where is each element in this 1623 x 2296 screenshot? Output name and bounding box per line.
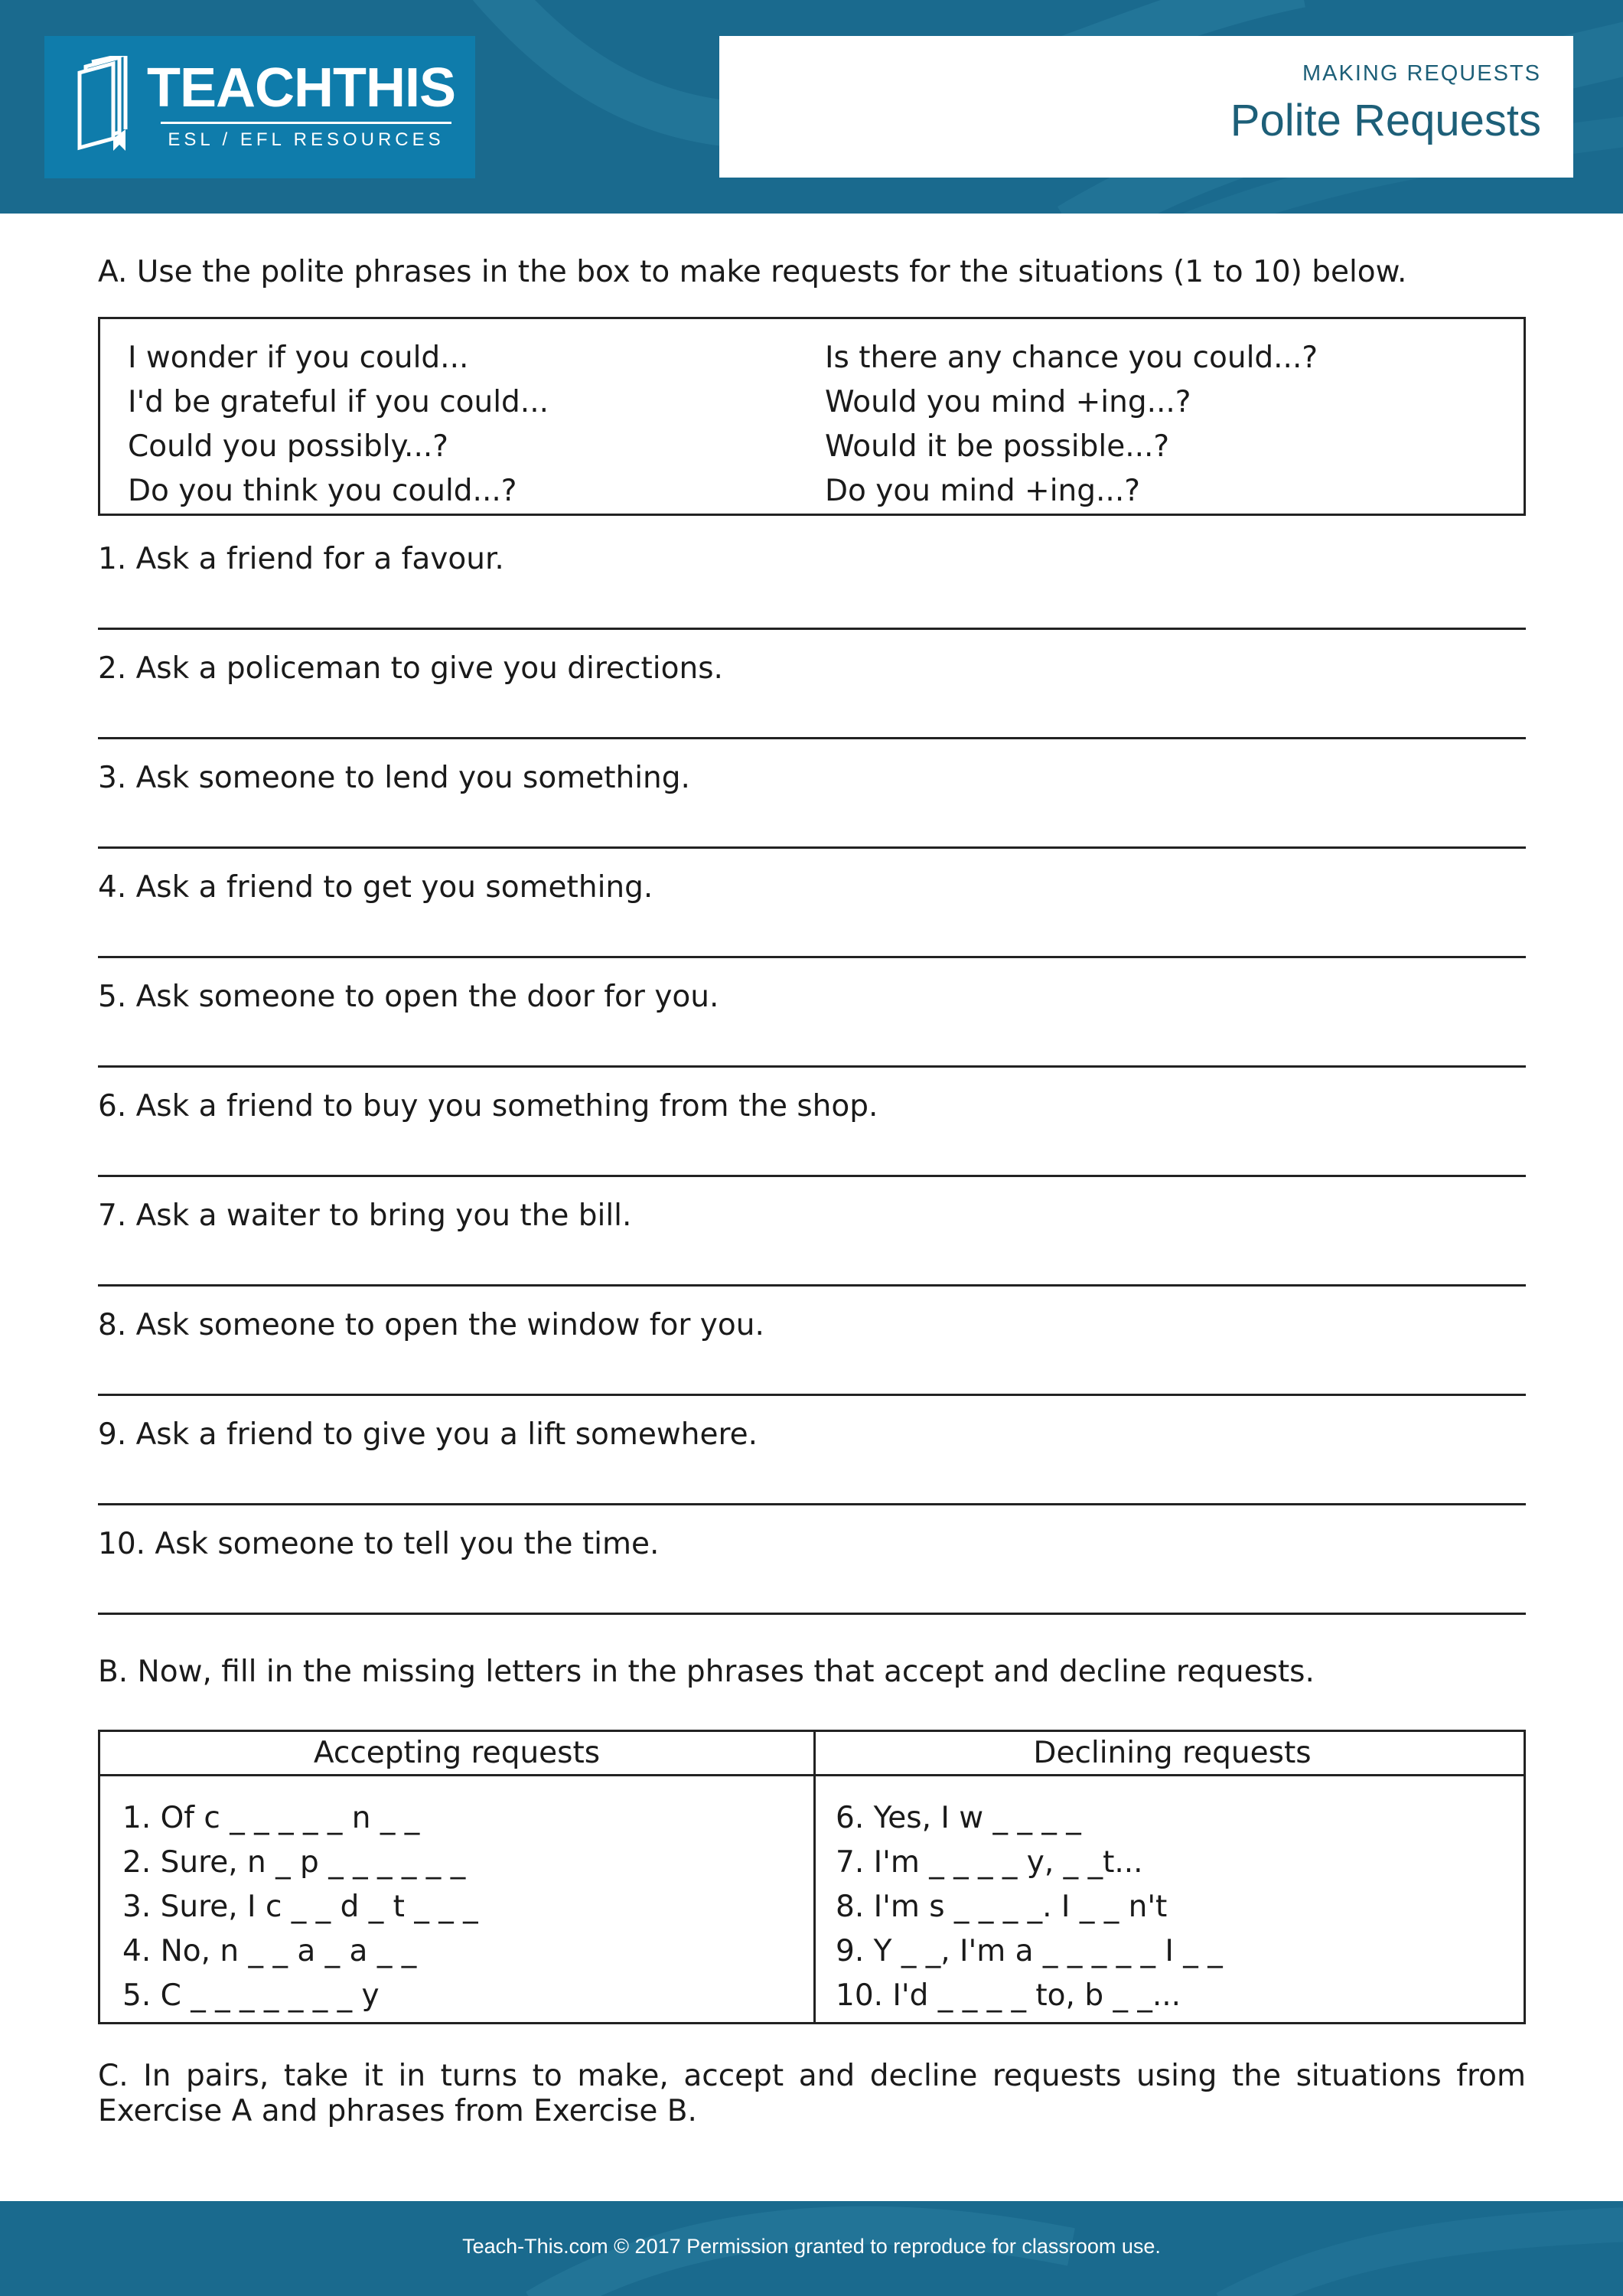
answer-line-1[interactable] [98, 628, 1526, 630]
answer-line-5[interactable] [98, 1065, 1526, 1068]
phrase-item: Could you possibly...? [128, 429, 448, 464]
situation-10: 10. Ask someone to tell you the time. [98, 1527, 660, 1561]
situation-7: 7. Ask a waiter to bring you the bill. [98, 1199, 632, 1233]
situation-1: 1. Ask a friend for a favour. [98, 542, 504, 576]
accept-phrase[interactable]: 4. No, n _ _ a _ a _ _ [122, 1934, 417, 1968]
accepting-list [122, 1796, 478, 2018]
situation-6: 6. Ask a friend to buy you something from the shop. [98, 1089, 878, 1124]
phrase-item: Would it be possible...? [825, 429, 1170, 464]
answer-line-7[interactable] [98, 1284, 1526, 1287]
declining-header: Declining requests [1033, 1736, 1312, 1770]
decline-phrase[interactable]: 10. I'd _ _ _ _ to, b _ _... [836, 1978, 1181, 2013]
footer-banner [0, 2201, 1623, 2296]
decline-phrase[interactable]: 7. I'm _ _ _ _ y, _ _t... [836, 1845, 1143, 1880]
accepting-header: Accepting requests [313, 1736, 601, 1770]
decline-phrase[interactable]: 6. Yes, I w _ _ _ _ [836, 1801, 1081, 1835]
logo-wordmark: TEACHTHIS [147, 57, 455, 119]
answer-line-10[interactable] [98, 1613, 1526, 1615]
phrase-item: Do you mind +ing...? [825, 474, 1140, 508]
logo[interactable] [44, 36, 475, 178]
answer-line-2[interactable] [98, 737, 1526, 739]
situation-9: 9. Ask a friend to give you a lift somewhere. [98, 1417, 758, 1452]
part-c-instruction: C. In pairs, take it in turns to make, accept and decline requests using the situations from Exercise A and phrases from Exercise B. [98, 2059, 1526, 2128]
phrase-item: I wonder if you could... [128, 341, 469, 375]
phrase-item: Would you mind +ing...? [825, 385, 1191, 419]
accept-phrase[interactable]: 2. Sure, n _ p _ _ _ _ _ _ [122, 1845, 466, 1880]
page-title: Polite Requests [1230, 96, 1541, 145]
phrase-item: I'd be grateful if you could... [128, 385, 549, 419]
book-logo-icon [75, 56, 142, 154]
part-a-instruction: A. Use the polite phrases in the box to make requests for the situations (1 to 10) below. [98, 255, 1407, 289]
phrase-item: Do you think you could...? [128, 474, 517, 508]
title-panel [719, 36, 1573, 178]
declining-list [836, 1796, 1223, 2018]
decline-phrase[interactable]: 8. I'm s _ _ _ _. I _ _ n't [836, 1890, 1168, 1924]
phrase-list-left [128, 336, 549, 514]
answer-line-8[interactable] [98, 1394, 1526, 1396]
answer-line-3[interactable] [98, 846, 1526, 849]
decline-phrase[interactable]: 9. Y _ _, I'm a _ _ _ _ _ I _ _ [836, 1934, 1223, 1968]
accept-phrase[interactable]: 3. Sure, I c _ _ d _ t _ _ _ [122, 1890, 478, 1924]
worksheet-category: MAKING REQUESTS [1302, 61, 1541, 86]
situation-2: 2. Ask a policeman to give you directions. [98, 651, 723, 686]
situation-8: 8. Ask someone to open the window for you. [98, 1308, 764, 1342]
situation-5: 5. Ask someone to open the door for you. [98, 980, 719, 1014]
situation-3: 3. Ask someone to lend you something. [98, 761, 690, 795]
accept-phrase[interactable]: 5. C _ _ _ _ _ _ _ y [122, 1978, 380, 2013]
logo-tagline: ESL / EFL RESOURCES [168, 129, 445, 150]
fill-in-table [98, 1730, 1526, 2024]
table-header-rule [100, 1774, 1524, 1776]
phrase-item: Is there any chance you could...? [825, 341, 1318, 375]
situation-4: 4. Ask a friend to get you something. [98, 870, 653, 905]
answer-line-9[interactable] [98, 1503, 1526, 1505]
logo-divider [161, 122, 451, 124]
phrase-box [98, 317, 1526, 516]
answer-line-4[interactable] [98, 956, 1526, 958]
part-b-instruction: B. Now, fill in the missing letters in the phrases that accept and decline requests. [98, 1655, 1315, 1689]
footer-copyright: Teach-This.com © 2017 Permission granted to reproduce for classroom use. [462, 2235, 1161, 2258]
phrase-list-right [825, 336, 1318, 514]
accept-phrase[interactable]: 1. Of c _ _ _ _ _ n _ _ [122, 1801, 420, 1835]
header-banner [0, 0, 1623, 214]
answer-line-6[interactable] [98, 1175, 1526, 1177]
